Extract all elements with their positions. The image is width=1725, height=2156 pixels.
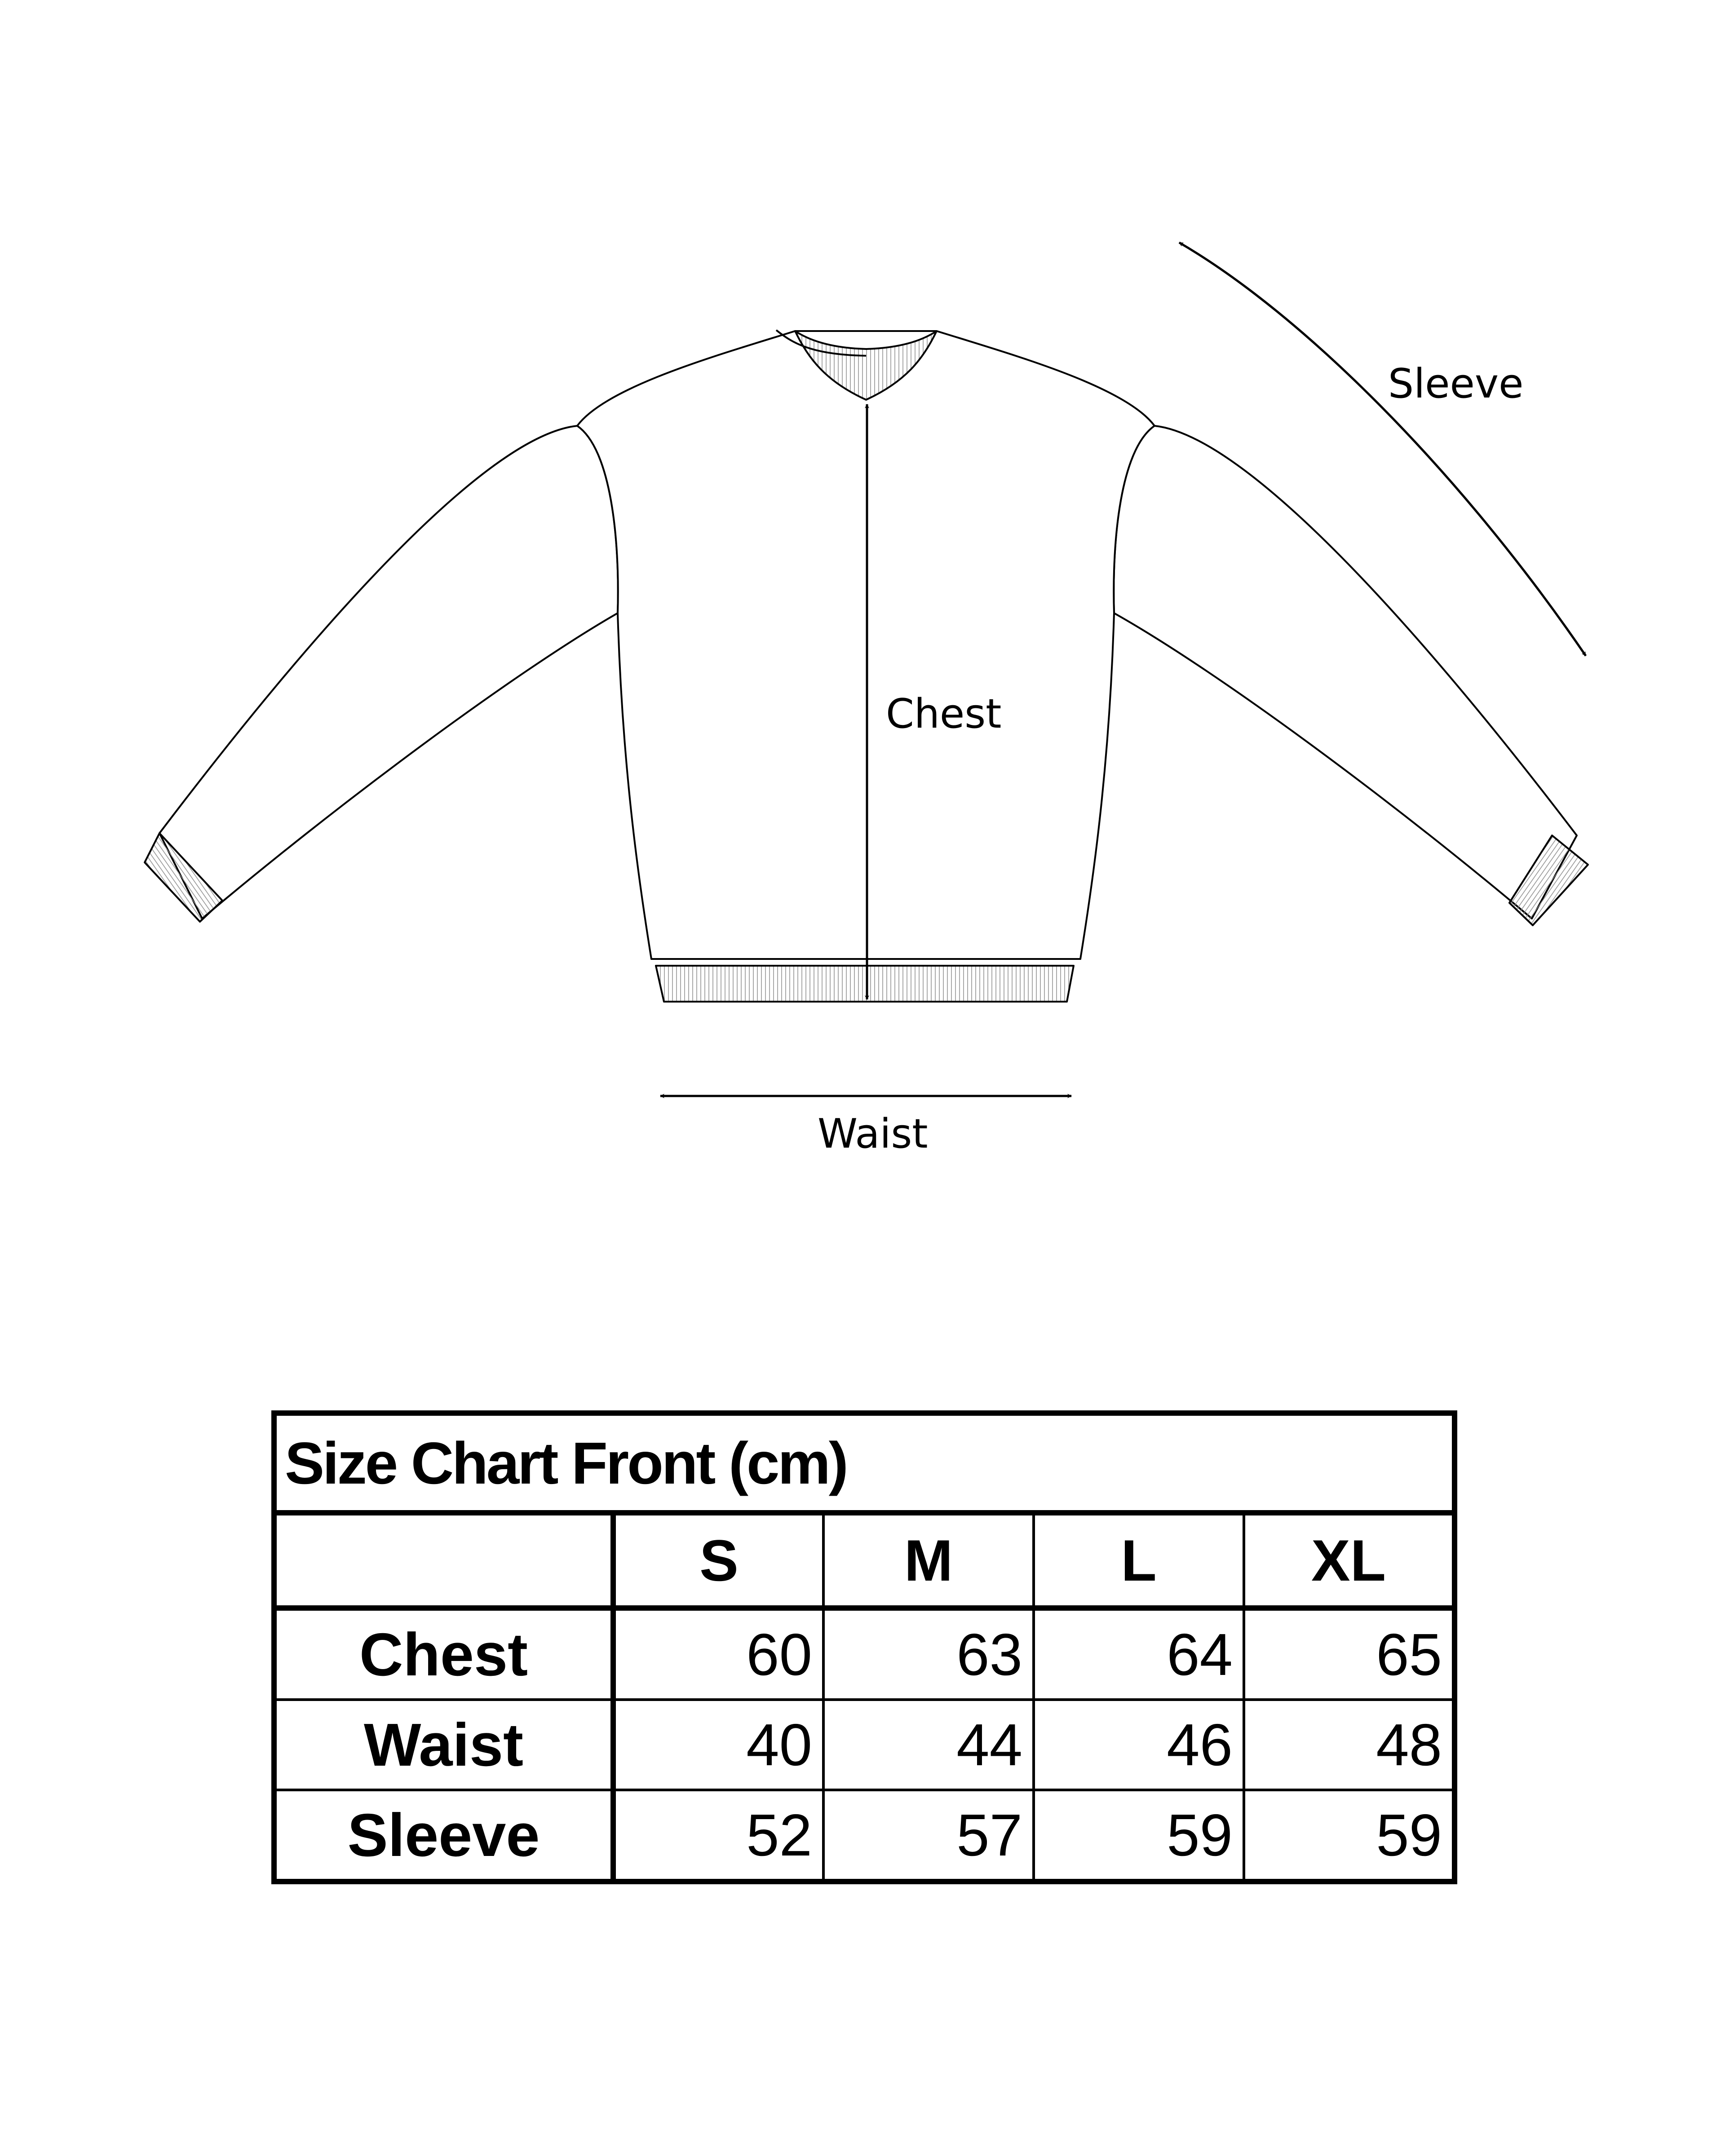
hem-rib: [656, 966, 1074, 1002]
table-row: [274, 1608, 1455, 1700]
waist-label: Waist: [818, 1110, 928, 1158]
size-header-s: S: [613, 1513, 823, 1608]
table-cell: 48: [1244, 1700, 1455, 1790]
chest-label: Chest: [886, 690, 1002, 738]
table-cell: 60: [613, 1608, 823, 1700]
table-cell: 40: [613, 1700, 823, 1790]
row-label-sleeve: Sleeve: [274, 1790, 613, 1882]
size-header-l: L: [1034, 1513, 1244, 1608]
table-cell: 44: [823, 1700, 1034, 1790]
table-cell: 64: [1034, 1608, 1244, 1700]
row-label-waist: Waist: [274, 1700, 613, 1790]
size-header-m: M: [823, 1513, 1034, 1608]
table-cell: 52: [613, 1790, 823, 1882]
table-row: [274, 1790, 1455, 1882]
size-header-xl: XL: [1244, 1513, 1455, 1608]
table-row: [274, 1700, 1455, 1790]
table-cell: 46: [1034, 1700, 1244, 1790]
right-sleeve: [1114, 426, 1577, 919]
header-empty-cell: [274, 1513, 613, 1608]
size-chart-title: Size Chart Front (cm): [274, 1413, 1455, 1513]
table-cell: 63: [823, 1608, 1034, 1700]
table-cell: 57: [823, 1790, 1034, 1882]
size-chart-table: [271, 1410, 1457, 1884]
table-cell: 59: [1034, 1790, 1244, 1882]
row-label-chest: Chest: [274, 1608, 613, 1700]
table-cell: 65: [1244, 1608, 1455, 1700]
left-sleeve: [159, 426, 618, 919]
table-cell: 59: [1244, 1790, 1455, 1882]
sleeve-label: Sleeve: [1388, 360, 1524, 407]
